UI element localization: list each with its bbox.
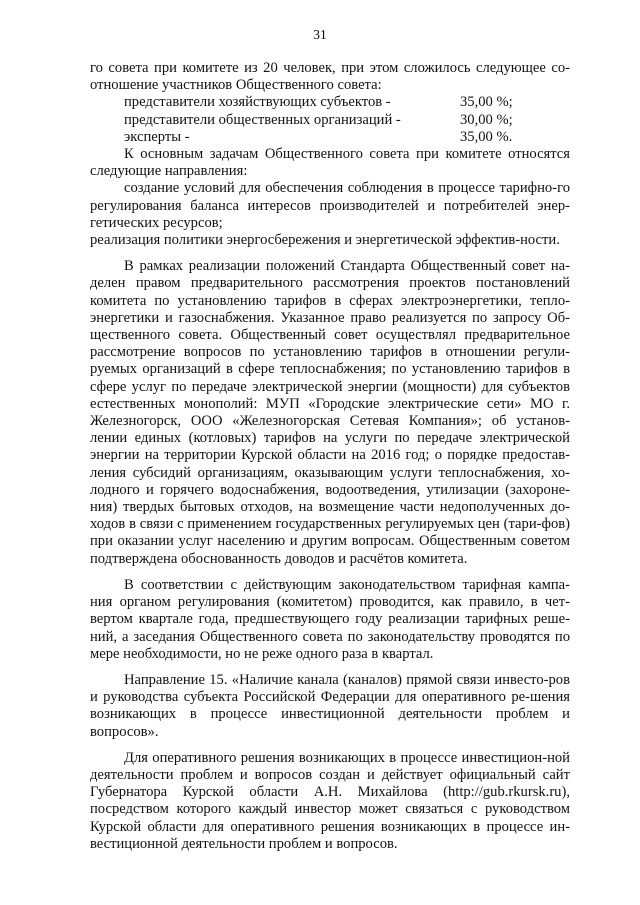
document-body [90, 60, 570, 853]
intro-paragraph: го совета при комитете из 20 человек, при этом сложилось следующее со-отношение участников Общественного совета: [90, 60, 570, 94]
tasks-intro-paragraph: К основным задачам Общественного совета при комитете относятся следующие направления: [90, 146, 570, 180]
composition-value: 35,00 %. [460, 128, 513, 145]
page-number: 31 [313, 27, 327, 42]
composition-list [90, 94, 570, 146]
composition-label: эксперты - [124, 128, 190, 145]
composition-label: представители хозяйствующих субъектов - [124, 94, 391, 111]
task-item: создание условий для обеспечения соблюдения в процессе тарифно-го регулирования баланса интересов производителей и потребителей энер-гетических ресурсов; [90, 180, 570, 231]
composition-label: представители общественных организаций - [124, 111, 401, 128]
campaign-paragraph: В соответствии с действующим законодательством тарифная кампа-ния органом регулирования (комитетом) проводится, как правило, в чет-вертом квартале года, предшествующего году реализации тарифных реше-ний, а заседания Общественного совета по законодательству проводятся по мере необходимости, но не реже одного раза в квартал. [90, 576, 570, 662]
site-paragraph: Для оперативного решения возникающих в процессе инвестицион-ной деятельности проблем и вопросов создан и действует официальный сайт Губернатора Курской области А.Н. Михайлова (http://gub.rkursk.ru), посредством которого каждый инвестор может связаться с руководством Курской области для оперативного решения возникающих в процессе ин-вестиционной деятельности проблем и вопросов. [90, 749, 570, 852]
direction-paragraph: Направление 15. «Наличие канала (каналов) прямой связи инвесто-ров и руководства субъекта Российской Федерации для оперативного ре-шения возникающих в процессе инвестиционной деятельности проблем и вопросов». [90, 671, 570, 740]
composition-row [90, 129, 570, 146]
task-item: реализация политики энергосбережения и энергетической эффектив-ности. [90, 232, 560, 249]
composition-value: 30,00 %; [460, 111, 513, 128]
composition-row [90, 94, 570, 111]
composition-row [90, 112, 570, 129]
standard-paragraph: В рамках реализации положений Стандарта Общественный совет на-делен правом предварительного рассмотрения проектов постановлений комитета по установлению тарифов в сферах электроэнергетики, тепло-энергетики и газоснабжения. Указанное право реализуется по запросу Об-щественного совета. Общественный совет осуществлял предварительное рассмотрение вопросов по установлению тарифов в отношении регули-руемых организаций в сфере теплоснабжения; по установлению тарифов в сфере услуг по передаче электрической энергии (мощности) для субъектов естественных монополий: МУП «Городские электрические сети» МО г. Железногорск, ООО «Железногорская Сетевая Компания»; об установ-лении единых (котловых) тарифов на услуги по передаче электрической энергии на территории Курской области на 2016 год; о порядке предостав-ления субсидий организациям, оказывающим услуги теплоснабжения, хо-лодного и горячего водоснабжения, водоотведения, утилизации (захороне-ния) твердых бытовых отходов, на возмещение части недополученных до-ходов в связи с применением государственных регулируемых цен (тари-фов) при оказании услуг населению и другим вопросам. Общественным советом подтверждена обоснованность доводов и расчётов комитета. [90, 258, 570, 567]
composition-value: 35,00 %; [460, 94, 513, 111]
